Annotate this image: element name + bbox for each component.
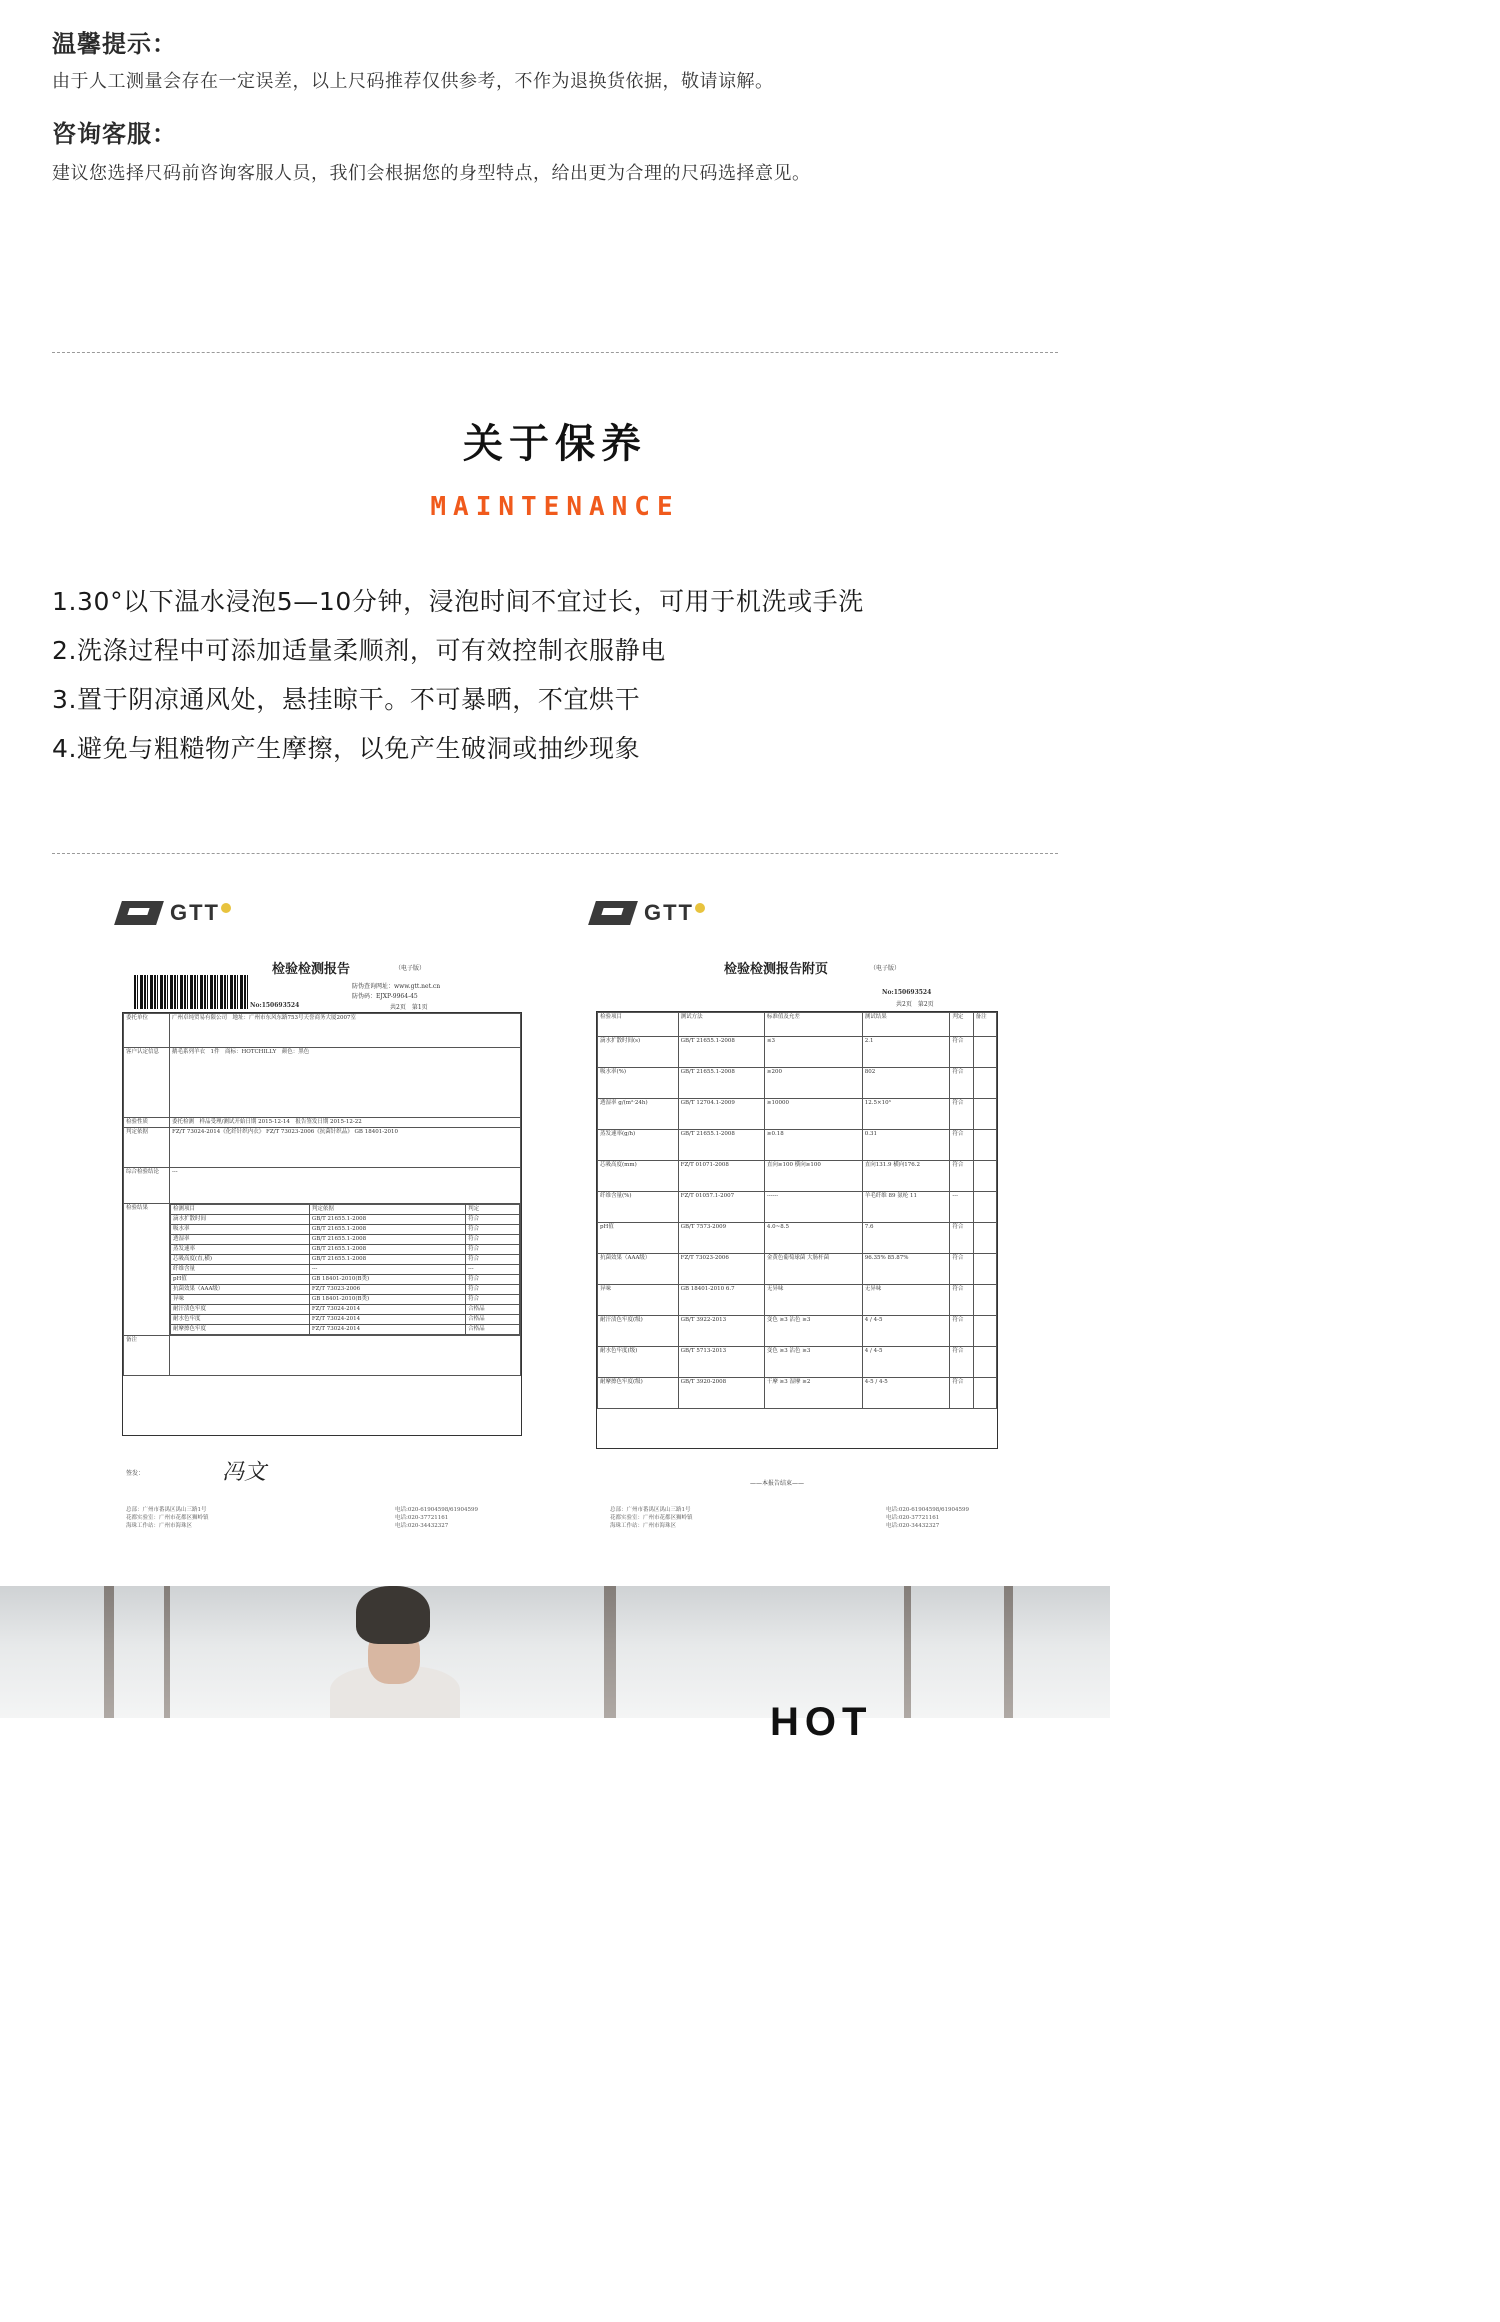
footer-address: 总部：广州市番禺区禺山三路1号 <box>610 1507 691 1513</box>
results-cell: 符合 <box>466 1255 520 1265</box>
footer-phone: 电话:020-61904598/61904599 <box>886 1507 970 1513</box>
appendix-remark-cell <box>973 1347 996 1378</box>
footer-phone: 电话:020-37721161 <box>395 1515 449 1521</box>
tree-trunk <box>164 1586 170 1718</box>
appendix-cell: GB/T 21655.1-2008 <box>678 1130 764 1161</box>
appendix-row <box>598 1316 997 1347</box>
results-row <box>171 1285 520 1295</box>
appendix-cell: 金黄色葡萄球菌 大肠杆菌 <box>764 1254 862 1285</box>
model-hat <box>356 1586 430 1644</box>
appendix-remark-cell <box>973 1037 996 1068</box>
appendix-cell: 符合 <box>950 1161 973 1192</box>
appendix-cell: 96.35% 85.87% <box>862 1254 950 1285</box>
report-left-table <box>122 1012 522 1436</box>
results-cell: 异味 <box>171 1295 310 1305</box>
results-cell: 抗菌效果（AAA级） <box>171 1285 310 1295</box>
row-value: 委托检测 样品受理/测试开始日期 2015-12-14 报告签发日期 2015-12-22 <box>170 1118 521 1128</box>
results-cell: 合格品 <box>466 1315 520 1325</box>
results-row <box>171 1295 520 1305</box>
appendix-cell: 符合 <box>950 1347 973 1378</box>
results-cell: 合格品 <box>466 1305 520 1315</box>
col-header: 测试方法 <box>678 1013 764 1037</box>
results-cell: 纤维含量 <box>171 1265 310 1275</box>
appendix-remark-cell <box>973 1130 996 1161</box>
row-value: --- <box>170 1168 521 1204</box>
report-left-title: 检验检测报告 <box>272 962 351 977</box>
results-cell: 合格品 <box>466 1325 520 1335</box>
appendix-row <box>598 1254 997 1285</box>
signature-label: 签发： <box>126 1470 145 1477</box>
appendix-remark-cell <box>973 1161 996 1192</box>
appendix-cell: 符合 <box>950 1316 973 1347</box>
appendix-cell: 蒸发速率(g/h) <box>598 1130 679 1161</box>
appendix-row <box>598 1130 997 1161</box>
maintenance-item: 4.避免与粗糙物产生摩擦，以免产生破洞或抽纱现象 <box>52 734 641 763</box>
appendix-cell: FZ/T 01057.1-2007 <box>678 1192 764 1223</box>
appendix-cell: 4 / 4-5 <box>862 1347 950 1378</box>
appendix-cell: 0.31 <box>862 1130 950 1161</box>
report-right-title: 检验检测报告附页 <box>724 962 829 977</box>
row-label: 判定依据 <box>124 1128 170 1168</box>
row-label: 综合检验结论 <box>124 1168 170 1204</box>
gtt-logo-right <box>592 900 705 926</box>
results-cell: 滴水扩散时间 <box>171 1215 310 1225</box>
results-cell: GB 18401-2010(B类) <box>309 1275 465 1285</box>
results-cell: 耐摩擦色牢度 <box>171 1325 310 1335</box>
maintenance-item: 3.置于阴凉通风处，悬挂晾干。不可暴晒，不宜烘干 <box>52 685 641 714</box>
appendix-cell: 耐汗渍色牢度(级) <box>598 1316 679 1347</box>
maintenance-item: 1.30°以下温水浸泡5—10分钟，浸泡时间不宜过长，可用于机洗或手洗 <box>52 587 864 616</box>
results-row <box>171 1225 520 1235</box>
appendix-remark-cell <box>973 1316 996 1347</box>
appendix-cell: ≥10000 <box>764 1099 862 1130</box>
results-cell: pH值 <box>171 1275 310 1285</box>
results-cell: GB 18401-2010(B类) <box>309 1295 465 1305</box>
col-header: 判定 <box>950 1013 973 1037</box>
appendix-cell: 透湿率 g/(m²·24h) <box>598 1099 679 1130</box>
results-cell: 芯吸高度(直,横) <box>171 1255 310 1265</box>
footer-phone: 电话:020-61904598/61904599 <box>395 1507 479 1513</box>
results-cell: FZ/T 73024-2014 <box>309 1315 465 1325</box>
appendix-cell: 直向≥100 横向≥100 <box>764 1161 862 1192</box>
results-cell: --- <box>309 1265 465 1275</box>
tree-trunk <box>1004 1586 1013 1718</box>
appendix-row <box>598 1347 997 1378</box>
col-header: 测试结果 <box>862 1013 950 1037</box>
results-cell: 符合 <box>466 1295 520 1305</box>
appendix-cell: GB/T 7573-2009 <box>678 1223 764 1254</box>
results-cell: FZ/T 73023-2006 <box>309 1285 465 1295</box>
appendix-cell: GB/T 3920-2008 <box>678 1378 764 1409</box>
footer-address: 海珠工作站：广州市海珠区 <box>126 1523 193 1529</box>
results-cell: GB/T 21655.1-2008 <box>309 1215 465 1225</box>
gtt-logo-text: GTT <box>170 900 220 925</box>
footer-phone: 电话:020-34432327 <box>886 1523 940 1529</box>
results-cell: GB/T 21655.1-2008 <box>309 1245 465 1255</box>
appendix-cell: ≤3 <box>764 1037 862 1068</box>
appendix-cell: GB 18401-2010 6.7 <box>678 1285 764 1316</box>
appendix-cell: 7.6 <box>862 1223 950 1254</box>
report-left-no: No:150693524 <box>250 1002 300 1009</box>
results-header: 检测项目 <box>171 1205 310 1215</box>
footer-address: 海珠工作站：广州市海珠区 <box>610 1523 677 1529</box>
appendix-cell: GB/T 12704.1-2009 <box>678 1099 764 1130</box>
results-label: 检验结果 <box>124 1204 170 1336</box>
results-cell: --- <box>466 1265 520 1275</box>
appendix-cell: 耐摩擦色牢度(级) <box>598 1378 679 1409</box>
appendix-row <box>598 1099 997 1130</box>
results-row <box>171 1235 520 1245</box>
appendix-cell: 变色 ≥3 沾色 ≥3 <box>764 1316 862 1347</box>
appendix-cell: 4-5 / 4-5 <box>862 1378 950 1409</box>
appendix-cell: 符合 <box>950 1068 973 1099</box>
appendix-cell: 滴水扩散时间(s) <box>598 1037 679 1068</box>
appendix-remark-cell <box>973 1285 996 1316</box>
results-cell: GB/T 21655.1-2008 <box>309 1225 465 1235</box>
appendix-cell: 12.5×10³ <box>862 1099 950 1130</box>
report-end-text: ——本报告结束—— <box>750 1480 805 1487</box>
report-left-antifake: 防伪码：EJXP-9964-45 <box>352 993 418 1000</box>
appendix-cell: 符合 <box>950 1378 973 1409</box>
results-row <box>171 1315 520 1325</box>
tree-trunk <box>904 1586 911 1718</box>
appendix-row <box>598 1068 997 1099</box>
results-header: 判定依据 <box>309 1205 465 1215</box>
reminder-text: 由于人工测量会存在一定误差，以上尺码推荐仅供参考，不作为退换货依据，敬请谅解。 <box>52 71 774 92</box>
appendix-remark-cell <box>973 1378 996 1409</box>
report-right-no: No:150693524 <box>882 989 932 996</box>
appendix-cell: 4 / 4-5 <box>862 1316 950 1347</box>
col-header: 备注 <box>973 1013 996 1037</box>
appendix-cell: GB/T 21655.1-2008 <box>678 1037 764 1068</box>
footer-address: 花都实验室：广州市花都区狮岭镇 <box>610 1515 693 1521</box>
maintenance-title: 关于保养 <box>463 421 647 467</box>
appendix-remark-cell <box>973 1223 996 1254</box>
results-cell: 符合 <box>466 1215 520 1225</box>
appendix-cell: 芯吸高度(mm) <box>598 1161 679 1192</box>
appendix-cell: FZ/T 01071-2008 <box>678 1161 764 1192</box>
results-row <box>171 1305 520 1315</box>
appendix-cell: 直向131.9 横向176.2 <box>862 1161 950 1192</box>
row-label: 检验性质 <box>124 1118 170 1128</box>
gtt-logo-dot-icon <box>221 903 231 913</box>
appendix-cell: 符合 <box>950 1223 973 1254</box>
appendix-remark-cell <box>973 1254 996 1285</box>
footer-address: 总部：广州市番禺区禺山三路1号 <box>126 1507 207 1513</box>
appendix-cell: 符合 <box>950 1037 973 1068</box>
appendix-remark-cell <box>973 1099 996 1130</box>
results-cell: 耐水色牢度 <box>171 1315 310 1325</box>
row-value: 鹅毛系列羊衣 1件 商标：HOTCHILLY 颜色：黑色 <box>170 1048 521 1118</box>
signature: 冯文 <box>222 1460 267 1485</box>
service-title: 咨询客服： <box>52 120 177 148</box>
appendix-remark-cell <box>973 1068 996 1099</box>
appendix-cell: 无异味 <box>764 1285 862 1316</box>
appendix-cell: pH值 <box>598 1223 679 1254</box>
results-row <box>171 1255 520 1265</box>
row-label: 客户认定信息 <box>124 1048 170 1118</box>
appendix-cell: GB/T 5713-2013 <box>678 1347 764 1378</box>
results-table <box>170 1204 520 1335</box>
appendix-cell: 干摩 ≥3 湿摩 ≥2 <box>764 1378 862 1409</box>
appendix-row <box>598 1037 997 1068</box>
col-header: 检验项目 <box>598 1013 679 1037</box>
results-cell: GB/T 21655.1-2008 <box>309 1255 465 1265</box>
report-left-pages: 共2页 第1页 <box>390 1004 428 1011</box>
snow-photo-banner <box>0 1586 1110 1718</box>
footer-address: 花都实验室：广州市花都区狮岭镇 <box>126 1515 209 1521</box>
results-cell: 符合 <box>466 1285 520 1295</box>
appendix-cell: 符合 <box>950 1285 973 1316</box>
barcode-icon <box>134 975 248 1009</box>
results-cell: FZ/T 73024-2014 <box>309 1305 465 1315</box>
appendix-cell: 羊毛纤维 89 氨纶 11 <box>862 1192 950 1223</box>
row-label: 委托单位 <box>124 1014 170 1048</box>
divider-top <box>52 352 1058 353</box>
appendix-cell: --- <box>950 1192 973 1223</box>
banner-headline: HOT <box>770 1700 873 1744</box>
gtt-logo-dot-icon <box>695 903 705 913</box>
appendix-cell: 802 <box>862 1068 950 1099</box>
results-row <box>171 1325 520 1335</box>
results-row <box>171 1275 520 1285</box>
report-right-edition: （电子版） <box>870 965 901 972</box>
appendix-remark-cell <box>973 1192 996 1223</box>
maintenance-subtitle: MAINTENANCE <box>430 492 680 522</box>
appendix-cell: GB/T 3922-2013 <box>678 1316 764 1347</box>
results-cell: 吸水率 <box>171 1225 310 1235</box>
results-cell: GB/T 21655.1-2008 <box>309 1235 465 1245</box>
results-header: 判定 <box>466 1205 520 1215</box>
appendix-cell: ≥200 <box>764 1068 862 1099</box>
appendix-cell: 无异味 <box>862 1285 950 1316</box>
appendix-cell: ≥0.18 <box>764 1130 862 1161</box>
appendix-row <box>598 1285 997 1316</box>
results-row <box>171 1245 520 1255</box>
report-right-pages: 共2页 第2页 <box>896 1001 934 1008</box>
results-cell: 符合 <box>466 1235 520 1245</box>
appendix-cell: 异味 <box>598 1285 679 1316</box>
appendix-cell: 符合 <box>950 1099 973 1130</box>
report-right-table <box>596 1011 998 1449</box>
gtt-logo-left <box>118 900 231 926</box>
appendix-row <box>598 1378 997 1409</box>
row-value: FZ/T 73024-2014《化纤针织内衣》 FZ/T 73023-2006《抗菌针织品》 GB 18401-2010 <box>170 1128 521 1168</box>
appendix-cell: 4.0~8.5 <box>764 1223 862 1254</box>
gtt-logo-text: GTT <box>644 900 694 925</box>
appendix-row <box>598 1192 997 1223</box>
results-cell: 符合 <box>466 1225 520 1235</box>
results-cell: 透湿率 <box>171 1235 310 1245</box>
results-cell: 符合 <box>466 1275 520 1285</box>
service-text: 建议您选择尺码前咨询客服人员，我们会根据您的身型特点，给出更为合理的尺码选择意见。 <box>52 163 811 184</box>
results-cell: 耐汗渍色牢度 <box>171 1305 310 1315</box>
appendix-row <box>598 1161 997 1192</box>
footer-phone: 电话:020-37721161 <box>886 1515 940 1521</box>
col-header: 标准值及允差 <box>764 1013 862 1037</box>
appendix-cell: FZ/T 73023-2006 <box>678 1254 764 1285</box>
appendix-cell: 耐水色牢度(级) <box>598 1347 679 1378</box>
report-left-edition: （电子版） <box>395 965 426 972</box>
maintenance-item: 2.洗涤过程中可添加适量柔顺剂，可有效控制衣服静电 <box>52 636 666 665</box>
gtt-logo-icon <box>588 901 638 925</box>
results-row <box>171 1215 520 1225</box>
row-value: 广州卓纯贸易有限公司 地址：广州市东风东路753号天誉商务大厦2007室 <box>170 1014 521 1048</box>
appendix-cell: 变色 ≥3 沾色 ≥3 <box>764 1347 862 1378</box>
appendix-cell: 符合 <box>950 1130 973 1161</box>
divider-bottom <box>52 853 1058 854</box>
results-row <box>171 1265 520 1275</box>
appendix-cell: 吸水率(%) <box>598 1068 679 1099</box>
appendix-cell: GB/T 21655.1-2008 <box>678 1068 764 1099</box>
footer-phone: 电话:020-34432327 <box>395 1523 449 1529</box>
appendix-cell: 纤维含量(%) <box>598 1192 679 1223</box>
results-cell: 蒸发速率 <box>171 1245 310 1255</box>
report-left-website: 防伪查询网址：www.gtt.net.cn <box>352 983 441 990</box>
tree-trunk <box>104 1586 114 1718</box>
appendix-row <box>598 1223 997 1254</box>
tree-trunk <box>604 1586 616 1718</box>
appendix-cell: 符合 <box>950 1254 973 1285</box>
remark-label: 备注 <box>124 1336 170 1376</box>
reminder-title: 温馨提示： <box>52 30 177 58</box>
results-cell: 符合 <box>466 1245 520 1255</box>
results-cell: FZ/T 73024-2014 <box>309 1325 465 1335</box>
remark-value <box>170 1336 521 1376</box>
gtt-logo-icon <box>114 901 164 925</box>
appendix-cell: 2.1 <box>862 1037 950 1068</box>
appendix-cell: 抗菌效果（AAA级） <box>598 1254 679 1285</box>
appendix-cell: ------ <box>764 1192 862 1223</box>
